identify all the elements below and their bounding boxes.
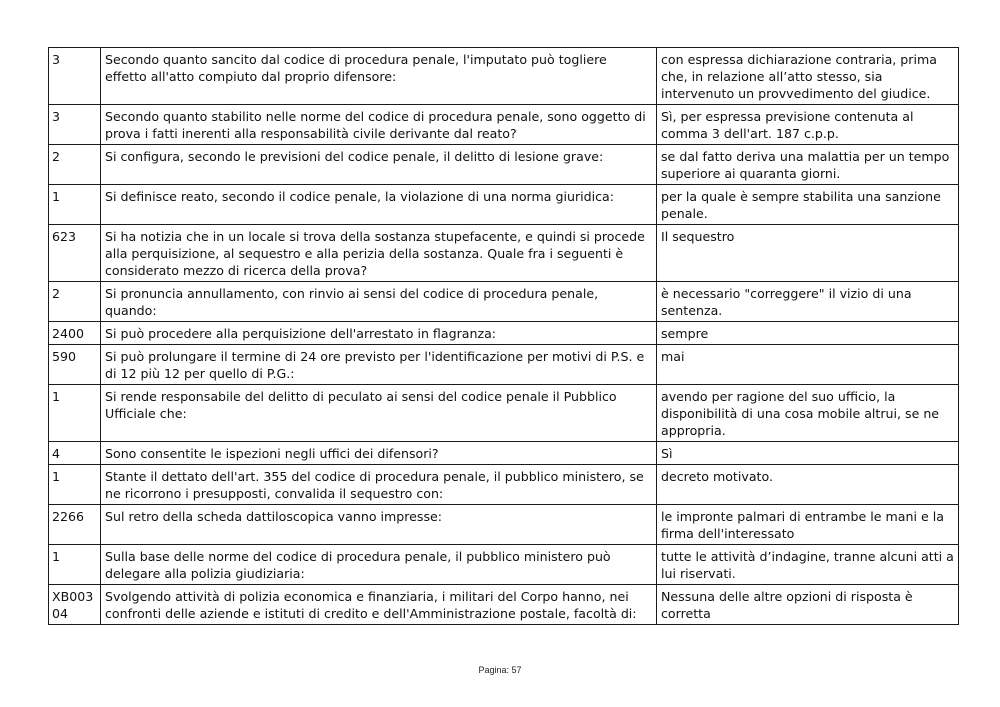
- answer-text: Sì, per espressa previsione contenuta al comma 3 dell'art. 187 c.p.p.: [657, 105, 959, 145]
- question-text: Si configura, secondo le previsioni del codice penale, il delitto di lesione grave:: [101, 145, 657, 185]
- question-text: Secondo quanto stabilito nelle norme del codice di procedura penale, sono oggetto di prova i fatti inerenti alla responsabilità civile derivante dal reato?: [101, 105, 657, 145]
- question-text: Si ha notizia che in un locale si trova della sostanza stupefacente, e quindi si procede alla perquisizione, al sequestro e alla perizia della sostanza. Quale fra i seguenti è considerato mezzo di ricerca della prova?: [101, 225, 657, 282]
- answer-text: se dal fatto deriva una malattia per un tempo superiore ai quaranta giorni.: [657, 145, 959, 185]
- question-code: 590: [49, 345, 101, 385]
- table-row: [49, 505, 959, 545]
- answer-text: sempre: [657, 322, 959, 345]
- table-row: [49, 385, 959, 442]
- answer-text: decreto motivato.: [657, 465, 959, 505]
- table-row: [49, 225, 959, 282]
- question-code: 3: [49, 48, 101, 105]
- answer-text: tutte le attività d’indagine, tranne alcuni atti a lui riservati.: [657, 545, 959, 585]
- question-code: 623: [49, 225, 101, 282]
- answer-text: Il sequestro: [657, 225, 959, 282]
- question-text: Si rende responsabile del delitto di peculato ai sensi del codice penale il Pubblico Ufficiale che:: [101, 385, 657, 442]
- question-code: 1: [49, 465, 101, 505]
- page-number-footer: Pagina: 57: [478, 665, 522, 675]
- question-code: 4: [49, 442, 101, 465]
- question-code: XB003 04: [49, 585, 101, 625]
- table-row: [49, 105, 959, 145]
- question-text: Sul retro della scheda dattiloscopica vanno impresse:: [101, 505, 657, 545]
- question-code: 2: [49, 282, 101, 322]
- question-code: 2400: [49, 322, 101, 345]
- question-table: [48, 47, 959, 625]
- answer-text: per la quale è sempre stabilita una sanzione penale.: [657, 185, 959, 225]
- table-row: [49, 345, 959, 385]
- table-row: [49, 145, 959, 185]
- answer-text: è necessario "correggere" il vizio di una sentenza.: [657, 282, 959, 322]
- question-code: 1: [49, 545, 101, 585]
- table-row: [49, 465, 959, 505]
- question-text: Sulla base delle norme del codice di procedura penale, il pubblico ministero può delegare alla polizia giudiziaria:: [101, 545, 657, 585]
- answer-text: con espressa dichiarazione contraria, prima che, in relazione all’atto stesso, sia intervenuto un provvedimento del giudice.: [657, 48, 959, 105]
- table-row: [49, 48, 959, 105]
- question-table-body: [49, 48, 959, 625]
- question-text: Stante il dettato dell'art. 355 del codice di procedura penale, il pubblico ministero, se ne ricorrono i presupposti, convalida il sequestro con:: [101, 465, 657, 505]
- answer-text: mai: [657, 345, 959, 385]
- question-text: Si definisce reato, secondo il codice penale, la violazione di una norma giuridica:: [101, 185, 657, 225]
- question-code: 1: [49, 385, 101, 442]
- table-row: [49, 442, 959, 465]
- question-code: 1: [49, 185, 101, 225]
- question-text: Si può prolungare il termine di 24 ore previsto per l'identificazione per motivi di P.S. e di 12 più 12 per quello di P.G.:: [101, 345, 657, 385]
- answer-text: le impronte palmari di entrambe le mani e la firma dell'interessato: [657, 505, 959, 545]
- question-text: Si pronuncia annullamento, con rinvio ai sensi del codice di procedura penale, quando:: [101, 282, 657, 322]
- answer-text: Sì: [657, 442, 959, 465]
- table-row: [49, 322, 959, 345]
- question-code: 3: [49, 105, 101, 145]
- question-code: 2: [49, 145, 101, 185]
- table-row: [49, 185, 959, 225]
- answer-text: Nessuna delle altre opzioni di risposta è corretta: [657, 585, 959, 625]
- table-row: [49, 282, 959, 322]
- question-text: Svolgendo attività di polizia economica e finanziaria, i militari del Corpo hanno, nei confronti delle aziende e istituti di credito e dell'Amministrazione postale, facoltà di:: [101, 585, 657, 625]
- answer-text: avendo per ragione del suo ufficio, la disponibilità di una cosa mobile altrui, se ne appropria.: [657, 385, 959, 442]
- table-row: [49, 545, 959, 585]
- question-text: Sono consentite le ispezioni negli uffici dei difensori?: [101, 442, 657, 465]
- table-row: [49, 585, 959, 625]
- question-text: Secondo quanto sancito dal codice di procedura penale, l'imputato può togliere effetto all'atto compiuto dal proprio difensore:: [101, 48, 657, 105]
- question-text: Si può procedere alla perquisizione dell'arrestato in flagranza:: [101, 322, 657, 345]
- question-code: 2266: [49, 505, 101, 545]
